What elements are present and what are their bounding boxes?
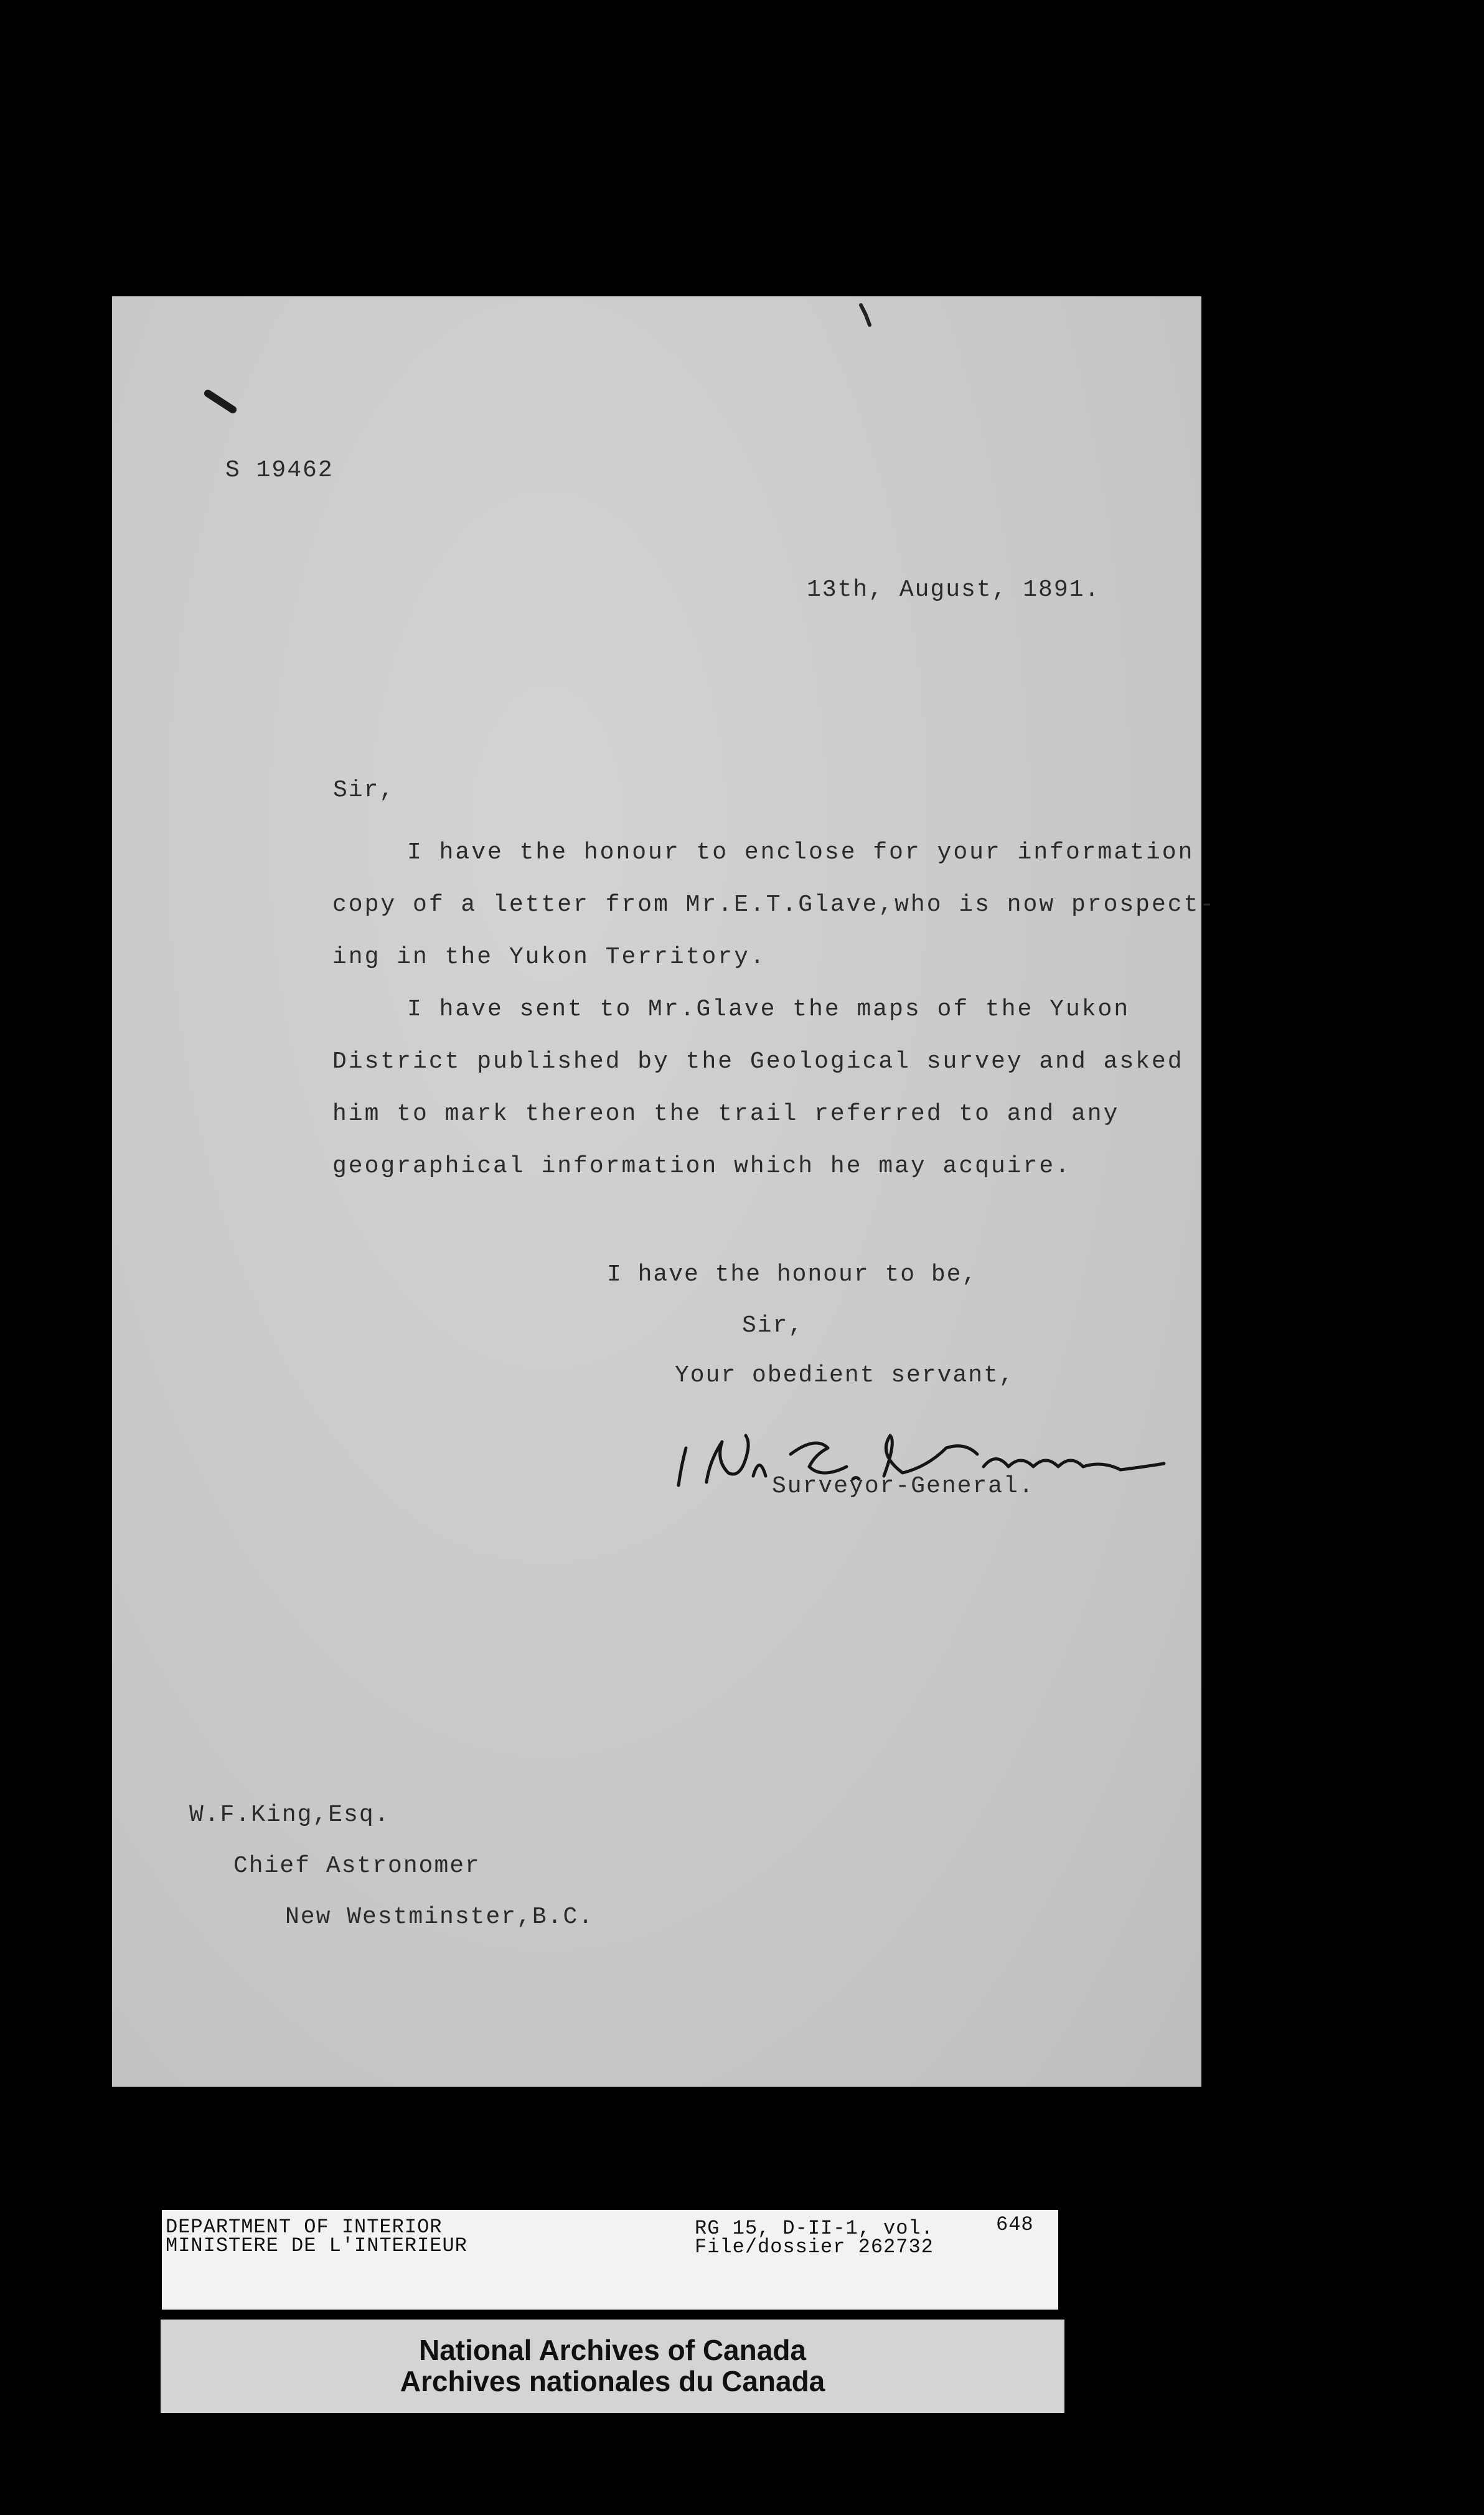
archives-banner <box>161 2320 1064 2413</box>
addressee-position: Chief Astronomer <box>233 1853 481 1879</box>
letter-page <box>112 296 1216 2087</box>
file-reference: S 19462 <box>225 457 334 484</box>
department-english: DEPARTMENT OF INTERIOR <box>166 2216 443 2239</box>
paragraph-line: District published by the Geological survey and asked <box>332 1048 1184 1075</box>
signatory-title: Surveyor-General. <box>772 1473 1035 1500</box>
record-group-reference: RG 15, D-II-1, vol. <box>695 2217 934 2240</box>
closing-sir: Sir, <box>742 1312 804 1339</box>
archives-name-english: National Archives of Canada <box>418 2334 806 2366</box>
addressee-name: W.F.King,Esq. <box>189 1802 390 1828</box>
department-french: MINISTERE DE L'INTERIEUR <box>166 2234 467 2257</box>
paragraph-line: I have sent to Mr.Glave the maps of the Yukon <box>407 996 1130 1023</box>
closing-servant: Your obedient servant, <box>675 1362 1015 1389</box>
volume-number: 648 <box>996 2213 1034 2236</box>
paragraph-line: geographical information which he may acquire. <box>332 1153 1071 1180</box>
archive-reference-label <box>162 2210 1058 2310</box>
paragraph-line: copy of a letter from Mr.E.T.Glave,who is now prospect- <box>332 891 1216 918</box>
archives-name-french: Archives nationales du Canada <box>400 2365 825 2397</box>
paragraph-line: him to mark thereon the trail referred to and any <box>332 1101 1120 1127</box>
salutation: Sir, <box>333 777 395 804</box>
addressee-location: New Westminster,B.C. <box>285 1904 594 1930</box>
paragraph-line: I have the honour to enclose for your information <box>407 839 1195 866</box>
closing-line: I have the honour to be, <box>607 1261 978 1288</box>
paragraph-line: ing in the Yukon Territory. <box>332 944 766 971</box>
file-dossier-number: File/dossier 262732 <box>695 2235 934 2259</box>
letter-date: 13th, August, 1891. <box>807 576 1101 603</box>
ink-mark-left <box>204 388 242 420</box>
ink-mark-top <box>856 303 875 327</box>
